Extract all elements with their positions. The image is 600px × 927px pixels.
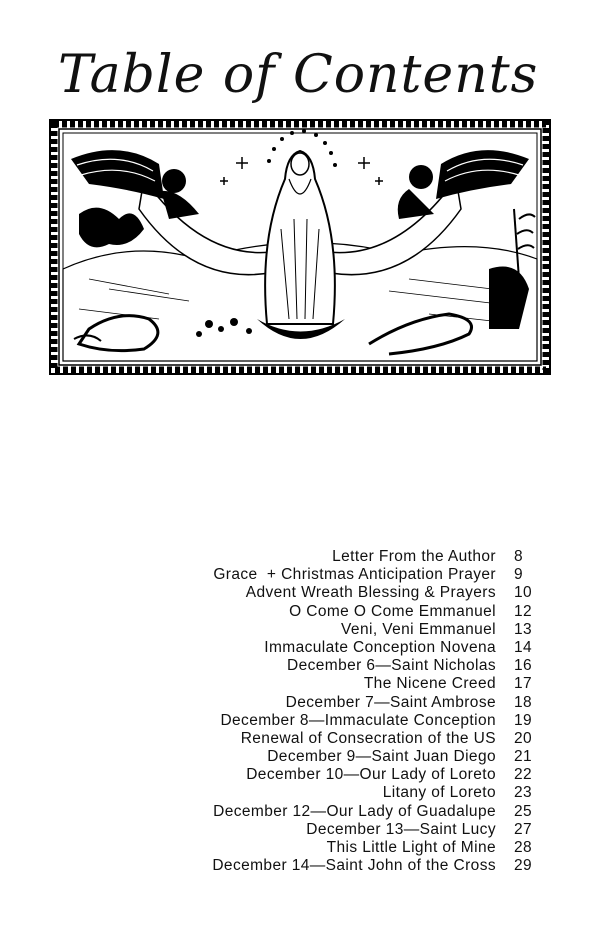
- toc-entry-title: December 9—Saint Juan Diego: [267, 748, 496, 766]
- toc-entry-title: The Nicene Creed: [363, 675, 496, 693]
- toc-entry: [100, 730, 540, 748]
- toc-entry-page: 29: [514, 857, 533, 875]
- toc-entry-page: 8: [514, 548, 524, 565]
- toc-entry-page: 13: [514, 620, 533, 638]
- toc-entry: [100, 694, 540, 712]
- illustration: [49, 119, 551, 375]
- toc-entry: [100, 784, 540, 802]
- toc-entry-title: December 7—Saint Ambrose: [285, 693, 496, 711]
- toc-entry: [100, 766, 540, 784]
- table-of-contents: [100, 548, 540, 875]
- toc-entry: [100, 803, 540, 821]
- toc-entry-page: 9: [514, 566, 524, 584]
- toc-entry-title: December 6—Saint Nicholas: [286, 657, 496, 675]
- toc-entry-title: December 13—Saint Lucy: [306, 820, 496, 838]
- toc-entry-title: Advent Wreath Blessing & Prayers: [245, 584, 496, 602]
- toc-entry: [100, 621, 540, 639]
- toc-entry-title: December 12—Our Lady of Guadalupe: [213, 802, 496, 820]
- toc-entry: [100, 584, 540, 602]
- toc-entry-page: 18: [514, 693, 533, 711]
- toc-entry: [100, 675, 540, 693]
- toc-entry-page: 20: [514, 729, 533, 747]
- toc-entry-page: 21: [514, 748, 533, 766]
- toc-entry-title: December 8—Immaculate Conception: [220, 711, 496, 729]
- toc-entry: [100, 639, 540, 657]
- toc-entry-title: Grace + Christmas Anticipation Prayer: [213, 566, 496, 584]
- toc-entry-title: Veni, Veni Emmanuel: [341, 620, 496, 638]
- toc-entry-title: Renewal of Consecration of the US: [240, 729, 496, 747]
- toc-entry-page: 22: [514, 766, 533, 784]
- toc-entry-page: 28: [514, 839, 533, 856]
- toc-entry: [100, 712, 540, 730]
- toc-entry-title: Litany of Loreto: [382, 784, 496, 802]
- toc-entry: [100, 548, 540, 566]
- toc-entry-title: O Come O Come Emmanuel: [289, 602, 496, 620]
- toc-entry-title: December 10—Our Lady of Loreto: [246, 766, 496, 784]
- toc-entry-page: 23: [514, 784, 533, 802]
- toc-entry: [100, 748, 540, 766]
- toc-entry-page: 16: [514, 657, 533, 675]
- toc-entry-page: 27: [514, 820, 533, 838]
- toc-entry-title: Letter From the Author: [332, 548, 496, 565]
- toc-entry-page: 12: [514, 602, 533, 620]
- toc-entry-page: 10: [514, 584, 533, 602]
- page-title: Table of Contents: [58, 45, 539, 105]
- toc-entry: [100, 566, 540, 584]
- toc-entry: [100, 603, 540, 621]
- toc-entry: [100, 821, 540, 839]
- toc-entry-page: 19: [514, 711, 533, 729]
- toc-entry: [100, 657, 540, 675]
- toc-entry: [100, 839, 540, 857]
- toc-entry-title: December 14—Saint John of the Cross: [212, 857, 496, 875]
- toc-entry-title: Immaculate Conception Novena: [264, 638, 496, 656]
- toc-entry: [100, 857, 540, 875]
- toc-entry-page: 25: [514, 802, 533, 820]
- toc-entry-page: 14: [514, 638, 533, 656]
- toc-entry-page: 17: [514, 675, 533, 693]
- toc-entry-title: This Little Light of Mine: [326, 839, 496, 856]
